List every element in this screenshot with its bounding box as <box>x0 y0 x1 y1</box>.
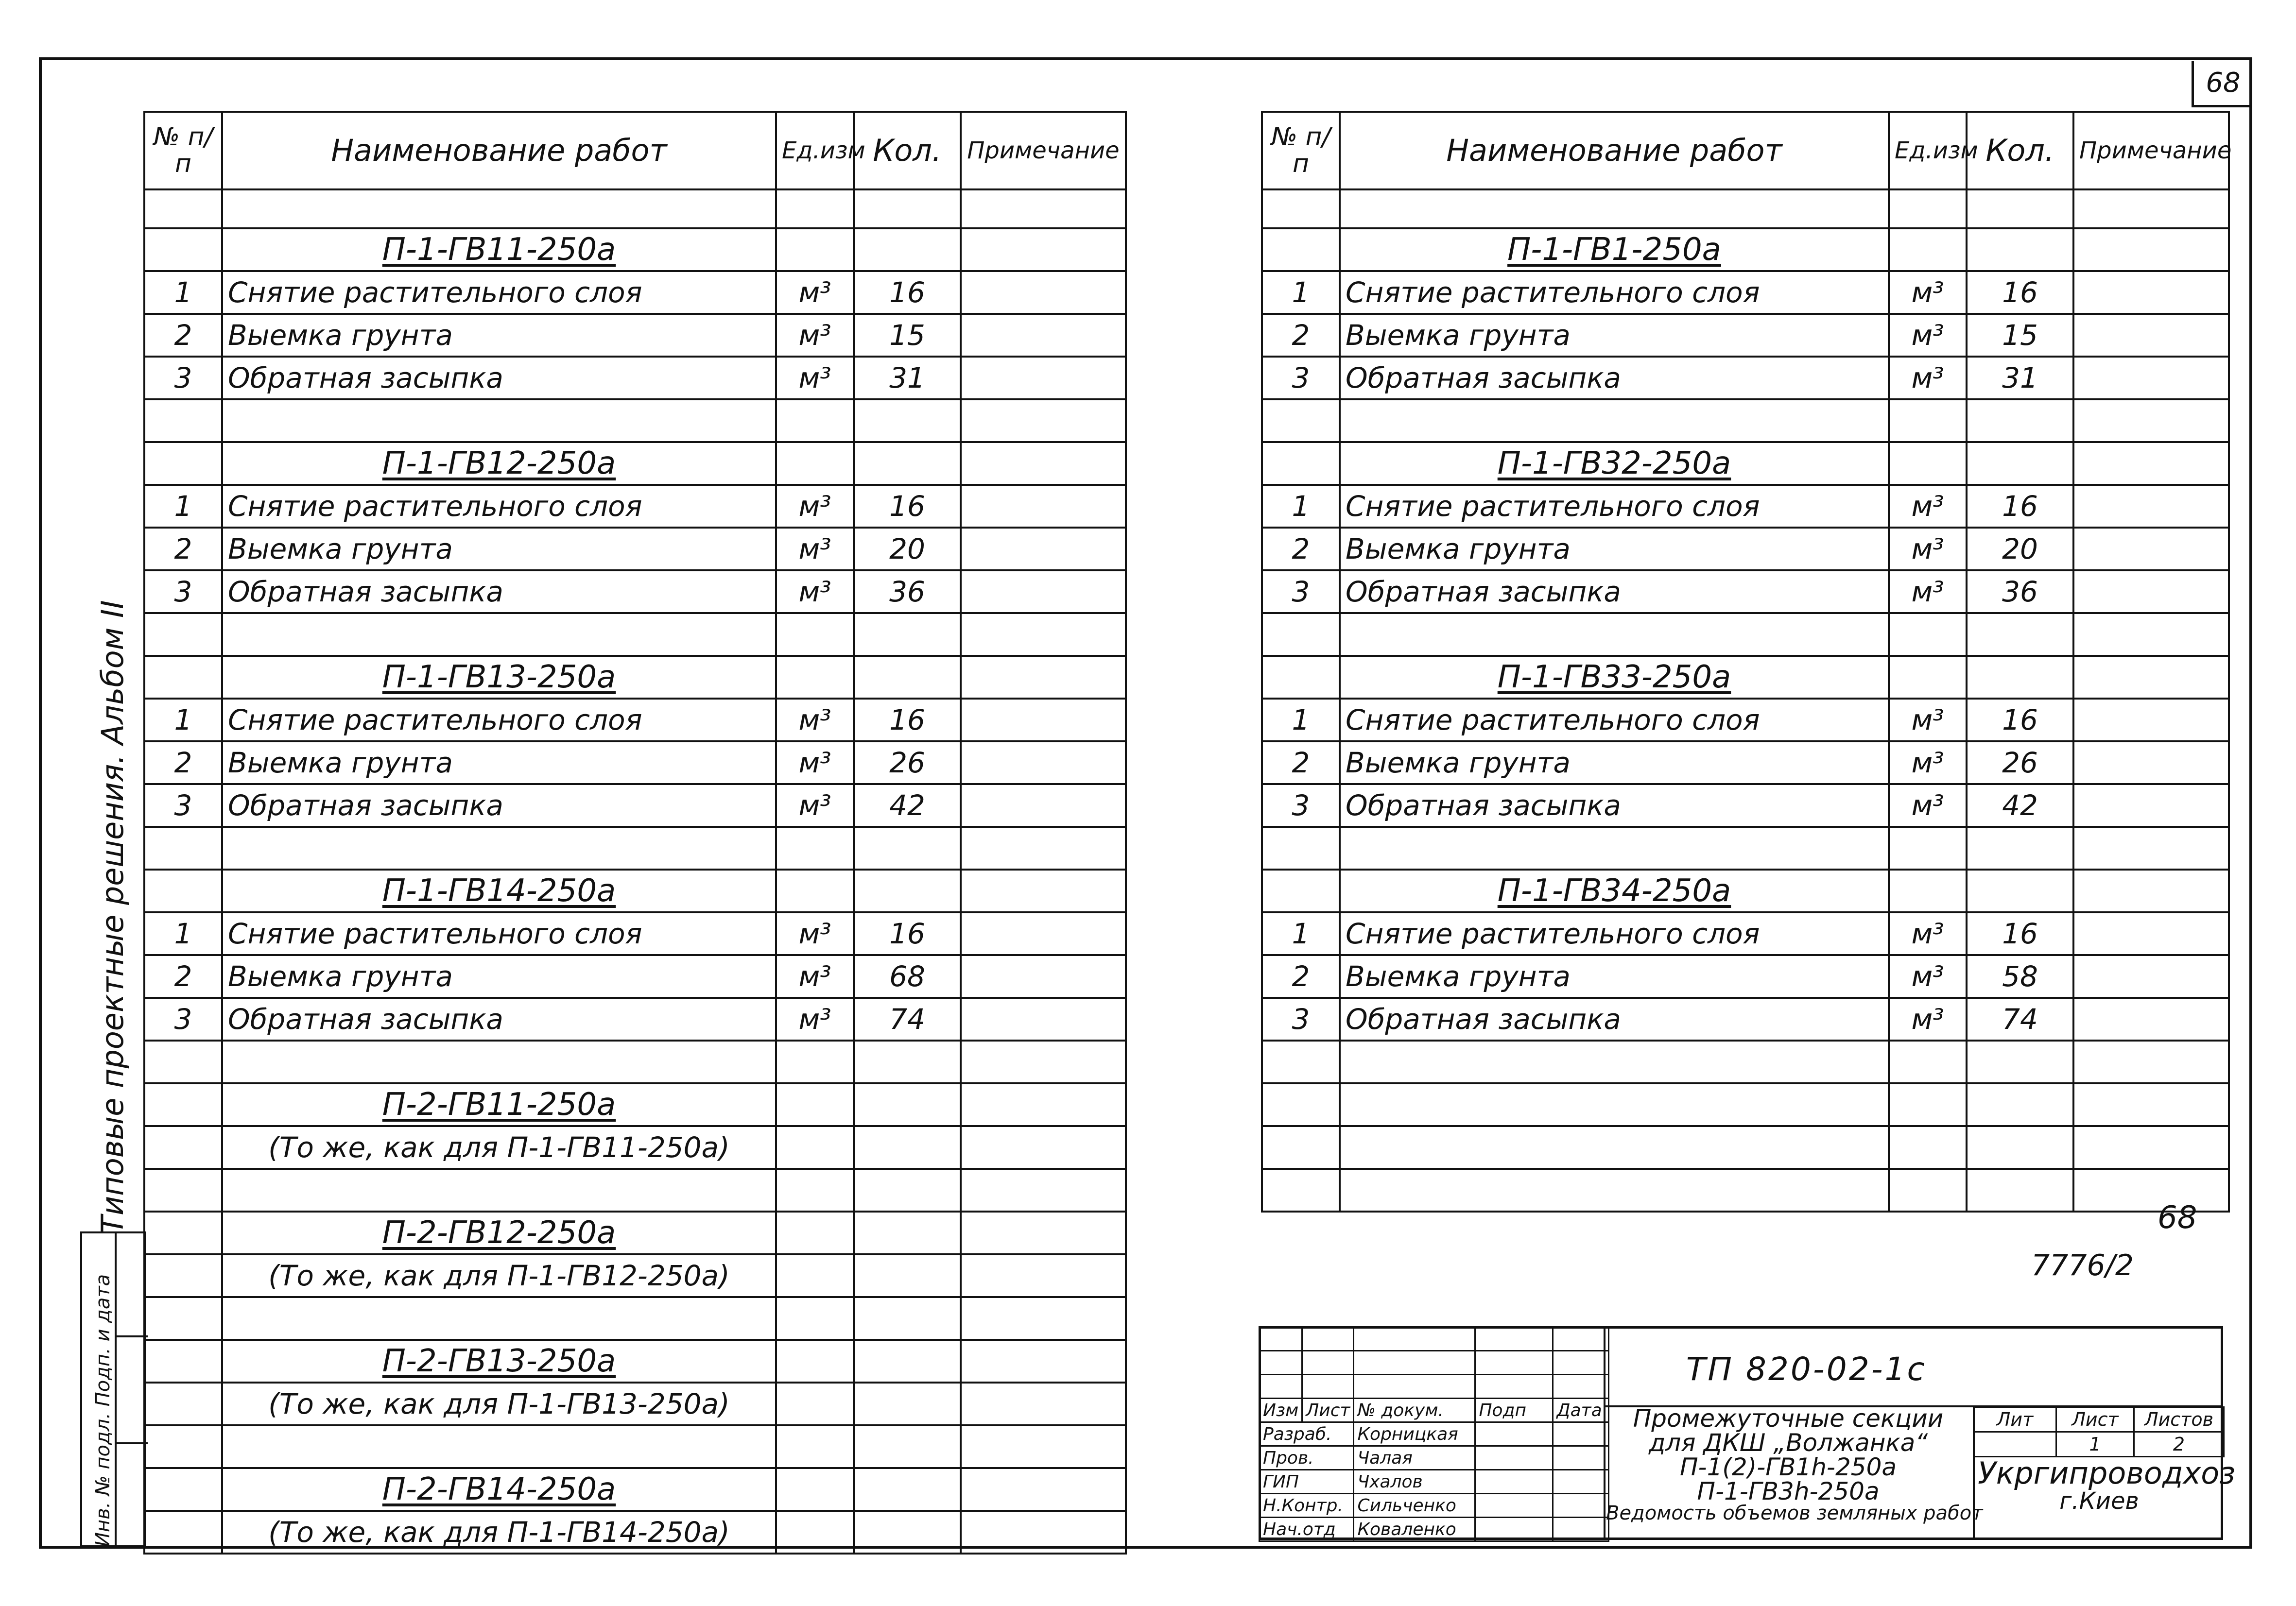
header-qty: Кол. <box>1967 112 2073 189</box>
right-works-table <box>1261 111 2230 1213</box>
empty-row <box>1262 1169 2229 1212</box>
empty-row <box>144 1425 1126 1468</box>
sign-row: Нач.отд Коваленко <box>1260 1518 1609 1541</box>
header-note: Примечание <box>2073 112 2229 189</box>
table-row: 2 Выемка грунта м³ 26 <box>144 741 1126 784</box>
side-caption: Типовые проектные решения. Альбом II <box>95 600 130 1234</box>
table-row: 1 Снятие растительного слоя м³ 16 <box>1262 699 2229 741</box>
empty-row <box>144 827 1126 870</box>
table-row: 3 Обратная засыпка м³ 42 <box>144 784 1126 827</box>
empty-row <box>1262 1126 2229 1169</box>
organization <box>1978 1455 2236 1515</box>
stamp-divider <box>115 1233 117 1545</box>
table-row: 1 Снятие растительного слоя м³ 16 <box>1262 271 2229 314</box>
section-title: П-1-ГВ34-250а <box>1497 873 1731 909</box>
sign-row: Н.Контр. Сильченко <box>1260 1494 1609 1518</box>
section-title: П-1-ГВ33-250а <box>1497 659 1731 695</box>
empty-row <box>144 613 1126 656</box>
section-title-row <box>144 442 1126 485</box>
section-title: П-1-ГВ13-250а <box>382 659 616 695</box>
section-title-row <box>144 1212 1126 1254</box>
sign-row: Пров. Чалая <box>1260 1446 1609 1470</box>
empty-row <box>1262 827 2229 870</box>
section-title: П-1-ГВ11-250а <box>382 232 616 268</box>
empty-row <box>144 1169 1126 1212</box>
archive-number: 7776/2 <box>2031 1248 2134 1282</box>
section-title: П-2-ГВ13-250а <box>382 1343 616 1379</box>
sheet-number: 68 <box>2192 61 2252 107</box>
table-row: Лит Лист Листов <box>1974 1407 2224 1432</box>
empty-row <box>144 189 1126 228</box>
empty-row <box>144 1041 1126 1083</box>
table-header <box>1262 112 2229 189</box>
section-title-row <box>1262 442 2229 485</box>
document-description: Промежуточные секции для ДКШ „Волжанка“ П-1(2)-ГВ1h-250а П-1-ГВ3h-250а Ведомость объемов земляных работ <box>1606 1404 1983 1524</box>
header-num: № п/п <box>1262 112 1340 189</box>
table-row: 2 Выемка грунта м³ 20 <box>1262 528 2229 570</box>
table-row: 3 Обратная засыпка м³ 31 <box>1262 357 2229 399</box>
table-row: 1 Снятие растительного слоя м³ 16 <box>144 271 1126 314</box>
page-number: 68 <box>2158 1200 2197 1236</box>
section-title: П-2-ГВ11-250а <box>382 1087 616 1123</box>
section-note-row <box>144 1511 1126 1554</box>
section-note-row <box>144 1254 1126 1297</box>
table-row: 2 Выемка грунта м³ 26 <box>1262 741 2229 784</box>
section-title-row <box>1262 870 2229 912</box>
side-stamp <box>80 1231 146 1547</box>
sheet-value: 1 <box>2056 1432 2134 1457</box>
section-title-row <box>144 656 1126 699</box>
sign-row: ГИП Чхалов <box>1260 1470 1609 1494</box>
table-row: 3 Обратная засыпка м³ 36 <box>144 570 1126 613</box>
sheets-value: 2 <box>2134 1432 2224 1457</box>
section-note: (То же, как для П-1-ГВ12-250а) <box>222 1254 776 1297</box>
sign-header-row: Изм Лист № докум. Подп Дата <box>1260 1399 1609 1422</box>
table-row: 1 Снятие растительного слоя м³ 16 <box>144 699 1126 741</box>
stamp-divider <box>115 1442 148 1444</box>
table-row: 3 Обратная засыпка м³ 74 <box>1262 998 2229 1041</box>
table-row: 1 Снятие растительного слоя м³ 16 <box>144 485 1126 528</box>
table-row: 1 Снятие растительного слоя м³ 16 <box>1262 912 2229 955</box>
table-row: 1 Снятие растительного слоя м³ 16 <box>144 912 1126 955</box>
empty-row <box>1262 1083 2229 1126</box>
empty-row <box>144 399 1126 442</box>
stamp-divider <box>115 1335 148 1337</box>
empty-row <box>1262 613 2229 656</box>
header-name: Наименование работ <box>1340 112 1889 189</box>
empty-row <box>1262 399 2229 442</box>
organization-city: г.Киев <box>2059 1487 2139 1515</box>
section-note: (То же, как для П-1-ГВ13-250а) <box>222 1383 776 1425</box>
table-row: 2 Выемка грунта м³ 15 <box>1262 314 2229 357</box>
section-title-row <box>144 228 1126 271</box>
header-note: Примечание <box>961 112 1126 189</box>
section-title: П-1-ГВ1-250а <box>1507 232 1721 268</box>
table-row: 2 Выемка грунта м³ 20 <box>144 528 1126 570</box>
empty-row <box>1262 189 2229 228</box>
section-title-row <box>144 870 1126 912</box>
side-stamp-label: Инв. № подл. Подп. и дата <box>92 1274 114 1547</box>
signatures-table <box>1259 1326 1609 1542</box>
table-row: 1 Снятие растительного слоя м³ 16 <box>1262 485 2229 528</box>
organization-name: Укргипроводхоз <box>1978 1455 2236 1491</box>
sheet-info-table <box>1973 1406 2225 1457</box>
empty-row <box>144 1297 1126 1340</box>
table-row: 2 Выемка грунта м³ 68 <box>144 955 1126 998</box>
table-row: 3 Обратная засыпка м³ 31 <box>144 357 1126 399</box>
section-title: П-1-ГВ14-250а <box>382 873 616 909</box>
header-num: № п/п <box>144 112 222 189</box>
table-row <box>1260 1375 1609 1399</box>
section-title-row <box>144 1468 1126 1511</box>
table-row: 2 Выемка грунта м³ 58 <box>1262 955 2229 998</box>
table-row: 3 Обратная засыпка м³ 36 <box>1262 570 2229 613</box>
section-title: П-2-ГВ12-250а <box>382 1215 616 1251</box>
sign-row: Разраб. Корницкая <box>1260 1422 1609 1446</box>
section-title: П-1-ГВ12-250а <box>382 445 616 481</box>
header-unit: Ед.изм <box>776 112 854 189</box>
empty-row <box>1262 1041 2229 1083</box>
section-note: (То же, как для П-1-ГВ14-250а) <box>222 1511 776 1554</box>
table-row: 3 Обратная засыпка м³ 74 <box>144 998 1126 1041</box>
header-qty: Кол. <box>854 112 961 189</box>
table-header <box>144 112 1126 189</box>
table-row: 2 Выемка грунта м³ 15 <box>144 314 1126 357</box>
table-row <box>1260 1327 1609 1351</box>
section-title-row <box>144 1340 1126 1383</box>
table-row <box>1260 1351 1609 1375</box>
left-works-table <box>143 111 1127 1555</box>
section-note: (То же, как для П-1-ГВ11-250а) <box>222 1126 776 1169</box>
section-title-row <box>1262 228 2229 271</box>
section-title: П-1-ГВ32-250а <box>1497 445 1731 481</box>
document-code: ТП 820-02-1с <box>1686 1350 1927 1388</box>
header-unit: Ед.изм <box>1889 112 1967 189</box>
header-name: Наименование работ <box>222 112 776 189</box>
table-row: 3 Обратная засыпка м³ 42 <box>1262 784 2229 827</box>
table-row <box>1974 1432 2224 1457</box>
section-title-row <box>1262 656 2229 699</box>
section-title: П-2-ГВ14-250а <box>382 1471 616 1507</box>
section-note-row <box>144 1383 1126 1425</box>
section-title-row <box>144 1083 1126 1126</box>
section-note-row <box>144 1126 1126 1169</box>
